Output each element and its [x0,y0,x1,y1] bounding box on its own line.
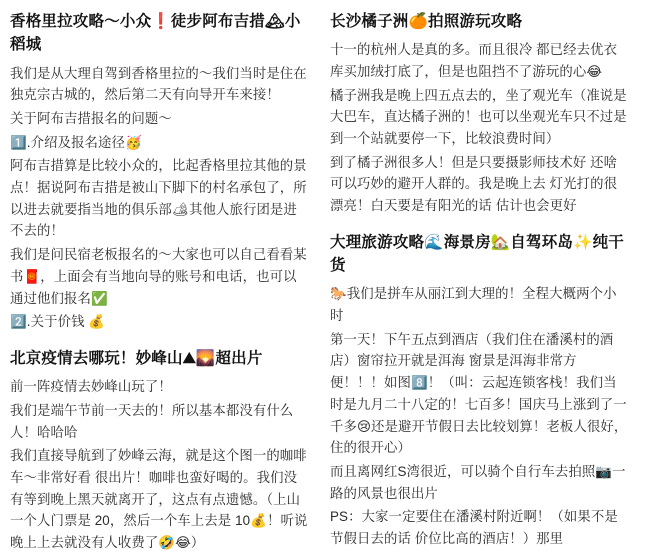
article-changsha [330,10,628,219]
article-beijing [10,347,308,556]
paragraph: PS：大家一定要住在潘溪村附近啊！（如果不是节假日去的话 价位比高的酒店！）那里 [330,509,618,547]
article-body [10,63,308,333]
left-column [10,10,308,559]
paragraph: 🐎我们是拼车从丽江到大理的！全程大概两个小时 [330,286,617,324]
article-body [330,39,628,217]
paragraph: 前一阵疫情去妙峰山玩了！ [10,379,172,395]
paragraph: 十一的杭州人是真的多。而且很冷 都已经去优衣库买加绒打底了，但是也阻挡不了游玩的心😂 [330,42,618,79]
article-title: 大理旅游攻略🌊海景房🏡自驾环岛✨纯干货 [330,233,624,275]
article-title: 香格里拉攻略～小众❗徒步阿布吉措🏔小稻城 [10,13,301,54]
paragraph: 关于阿布吉措报名的问题～ [10,110,172,126]
article-dali [330,231,628,552]
paragraph: 而且离网红S湾很近，可以骑个自行车去拍照📷一路的风景也很出片 [330,464,626,501]
paragraph: 我们是端午节前一天去的！所以基本都没有什么人！哈哈哈 [10,402,294,440]
article-body [330,283,628,549]
article-shangrila [10,10,308,335]
paragraph: 我们是问民宿老板报名的～大家也可以自己看看某书🧧，上面会有当地向导的账号和电话，也可以通过他们报名✅ [10,247,307,306]
right-column [330,10,628,559]
paragraph: 阿布吉措算是比较小众的，比起香格里拉其他的景点！据说阿布吉措是被山下脚下的村名承包了，所以进去就要指当地的俱乐部🏕其他人旅行团是进不去的！ [10,158,307,239]
paragraph: 到了橘子洲很多人！但是只要摄影师技术好 还啥可以巧妙的避开人群的。我是晚上去 灯光打的很漂亮！白天要是有阳光的话 估计也会更好 [330,154,618,214]
paragraph: 2️⃣.关于价钱 💰 [10,314,106,330]
article-body [10,376,308,554]
paragraph: 我们直接导航到了妙峰云海，就是这个图一的咖啡车～非常好看 很出片！咖啡也蛮好喝的。我们没有等到晚上黑天就离开了，这点有点遗憾。（上山一个人门票是 20，然后一个车上去是 10💰！听说晚上上去就没有人收费了🤣😂） [10,448,308,551]
paragraph: 1️⃣.介绍及报名途径🥳 [10,134,142,150]
paragraph: 我们是从大理自驾到香格里拉的～我们当时是住在独克宗古城的，然后第二天有向导开车来接！ [10,65,307,103]
paragraph: 橘子洲我是晚上四五点去的，坐了观光车（准说是大巴车，直达橘子洲的！也可以坐观光车只不过是到一个站就要停一下，比较浪费时间） [330,87,627,147]
article-title: 北京疫情去哪玩！妙峰山⛰🌄超出片 [10,349,263,367]
paragraph: 第一天！下午五点到酒店（我们住在潘溪村的酒店）窗帘拉开就是洱海 窗景是洱海非常方便！！！如图8️⃣！（叫：云起连锁客栈！我们当时是九月二十八定的！七百多！国庆马上涨到了一千多😢还是避开节假日去比较划算！老板人很好，住的很开心） [330,331,628,456]
article-title: 长沙橘子洲🍊拍照游玩攻略 [330,13,523,30]
